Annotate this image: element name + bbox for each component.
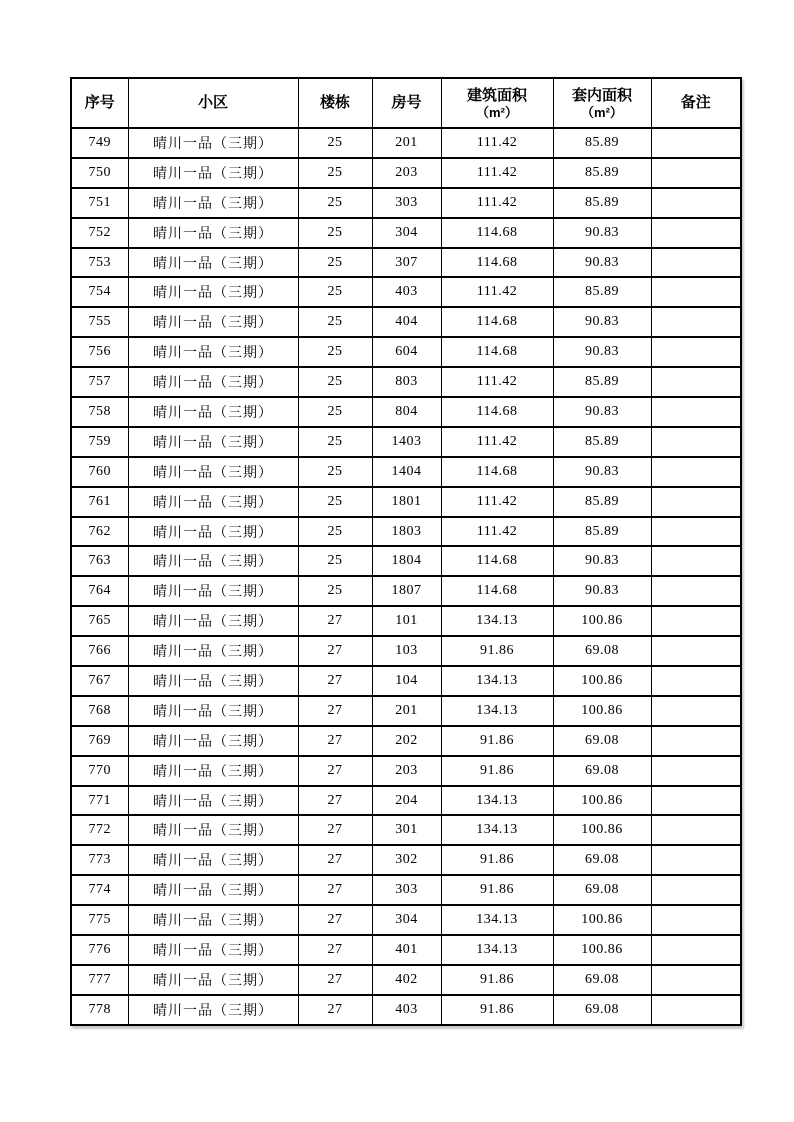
table-row: [71, 965, 741, 995]
header-remark-label: 备注: [680, 94, 711, 111]
cell-remark: [651, 188, 741, 218]
cell-room: 307: [372, 248, 441, 278]
cell-building: 27: [298, 845, 372, 875]
cell-inner-area: 90.83: [553, 337, 651, 367]
cell-inner-area: 69.08: [553, 756, 651, 786]
cell-community: 晴川一品（三期）: [128, 576, 298, 606]
cell-remark: [651, 636, 741, 666]
table-row: [71, 457, 741, 487]
cell-remark: [651, 606, 741, 636]
cell-remark: [651, 517, 741, 547]
cell-room: 203: [372, 756, 441, 786]
cell-building: 25: [298, 367, 372, 397]
table-row: [71, 517, 741, 547]
cell-room: 1403: [372, 427, 441, 457]
cell-room: 1801: [372, 487, 441, 517]
table-row: [71, 367, 741, 397]
table-row: [71, 277, 741, 307]
cell-index: 773: [71, 845, 128, 875]
header-index-label: 序号: [84, 94, 115, 111]
table-row: [71, 427, 741, 457]
cell-inner-area: 69.08: [553, 995, 651, 1025]
cell-floor-area: 91.86: [441, 995, 553, 1025]
header-inner-area-label: 套内面积: [571, 86, 632, 104]
cell-room: 101: [372, 606, 441, 636]
table-row: [71, 606, 741, 636]
cell-remark: [651, 427, 741, 457]
cell-floor-area: 114.68: [441, 337, 553, 367]
header-remark: [651, 78, 741, 128]
table-row: [71, 875, 741, 905]
cell-remark: [651, 218, 741, 248]
table-row: [71, 756, 741, 786]
cell-building: 27: [298, 905, 372, 935]
cell-room: 104: [372, 666, 441, 696]
cell-index: 770: [71, 756, 128, 786]
table-row: [71, 576, 741, 606]
cell-index: 774: [71, 875, 128, 905]
table-row: [71, 218, 741, 248]
cell-community: 晴川一品（三期）: [128, 845, 298, 875]
cell-inner-area: 90.83: [553, 218, 651, 248]
cell-floor-area: 111.42: [441, 367, 553, 397]
cell-inner-area: 100.86: [553, 606, 651, 636]
cell-index: 751: [71, 188, 128, 218]
cell-community: 晴川一品（三期）: [128, 517, 298, 547]
cell-floor-area: 111.42: [441, 277, 553, 307]
cell-room: 401: [372, 935, 441, 965]
cell-inner-area: 90.83: [553, 397, 651, 427]
cell-inner-area: 100.86: [553, 696, 651, 726]
table-row: [71, 307, 741, 337]
header-floor-area-label: 建筑面积: [466, 86, 527, 104]
cell-remark: [651, 815, 741, 845]
cell-room: 403: [372, 277, 441, 307]
cell-community: 晴川一品（三期）: [128, 337, 298, 367]
cell-floor-area: 114.68: [441, 457, 553, 487]
cell-room: 303: [372, 188, 441, 218]
cell-inner-area: 100.86: [553, 786, 651, 816]
cell-building: 27: [298, 696, 372, 726]
cell-floor-area: 114.68: [441, 397, 553, 427]
cell-room: 302: [372, 845, 441, 875]
table-row: [71, 786, 741, 816]
cell-floor-area: 114.68: [441, 218, 553, 248]
cell-community: 晴川一品（三期）: [128, 487, 298, 517]
table-row: [71, 935, 741, 965]
cell-room: 1804: [372, 546, 441, 576]
cell-remark: [651, 277, 741, 307]
cell-remark: [651, 845, 741, 875]
cell-index: 754: [71, 277, 128, 307]
cell-inner-area: 100.86: [553, 935, 651, 965]
cell-inner-area: 69.08: [553, 636, 651, 666]
cell-index: 750: [71, 158, 128, 188]
header-index: [71, 78, 128, 128]
cell-room: 201: [372, 696, 441, 726]
cell-inner-area: 85.89: [553, 158, 651, 188]
cell-remark: [651, 128, 741, 158]
cell-building: 25: [298, 427, 372, 457]
cell-remark: [651, 457, 741, 487]
cell-building: 25: [298, 457, 372, 487]
cell-building: 25: [298, 218, 372, 248]
cell-community: 晴川一品（三期）: [128, 995, 298, 1025]
cell-building: 27: [298, 965, 372, 995]
cell-community: 晴川一品（三期）: [128, 726, 298, 756]
cell-building: 25: [298, 307, 372, 337]
cell-building: 27: [298, 995, 372, 1025]
cell-remark: [651, 965, 741, 995]
cell-building: 25: [298, 397, 372, 427]
cell-building: 27: [298, 726, 372, 756]
cell-index: 749: [71, 128, 128, 158]
cell-community: 晴川一品（三期）: [128, 786, 298, 816]
cell-remark: [651, 546, 741, 576]
table-row: [71, 696, 741, 726]
cell-index: 769: [71, 726, 128, 756]
cell-index: 760: [71, 457, 128, 487]
cell-index: 776: [71, 935, 128, 965]
cell-building: 25: [298, 188, 372, 218]
cell-room: 303: [372, 875, 441, 905]
cell-floor-area: 111.42: [441, 427, 553, 457]
cell-floor-area: 114.68: [441, 546, 553, 576]
cell-remark: [651, 905, 741, 935]
cell-remark: [651, 726, 741, 756]
cell-community: 晴川一品（三期）: [128, 756, 298, 786]
cell-community: 晴川一品（三期）: [128, 875, 298, 905]
table-row: [71, 726, 741, 756]
header-community-label: 小区: [197, 94, 228, 111]
table-row: [71, 995, 741, 1025]
cell-community: 晴川一品（三期）: [128, 965, 298, 995]
cell-floor-area: 91.86: [441, 636, 553, 666]
header-row: [71, 78, 741, 128]
cell-community: 晴川一品（三期）: [128, 546, 298, 576]
cell-index: 758: [71, 397, 128, 427]
table-row: [71, 248, 741, 278]
header-room: [372, 78, 441, 128]
cell-index: 753: [71, 248, 128, 278]
cell-remark: [651, 248, 741, 278]
cell-floor-area: 134.13: [441, 696, 553, 726]
table-row: [71, 158, 741, 188]
cell-community: 晴川一品（三期）: [128, 307, 298, 337]
cell-inner-area: 85.89: [553, 367, 651, 397]
cell-inner-area: 90.83: [553, 457, 651, 487]
cell-inner-area: 85.89: [553, 277, 651, 307]
cell-index: 761: [71, 487, 128, 517]
cell-remark: [651, 487, 741, 517]
cell-room: 204: [372, 786, 441, 816]
cell-community: 晴川一品（三期）: [128, 367, 298, 397]
cell-inner-area: 100.86: [553, 905, 651, 935]
cell-index: 764: [71, 576, 128, 606]
table-row: [71, 845, 741, 875]
cell-floor-area: 134.13: [441, 606, 553, 636]
table-body: [71, 128, 741, 1025]
cell-community: 晴川一品（三期）: [128, 457, 298, 487]
cell-remark: [651, 756, 741, 786]
cell-floor-area: 114.68: [441, 307, 553, 337]
cell-community: 晴川一品（三期）: [128, 666, 298, 696]
cell-index: 757: [71, 367, 128, 397]
cell-floor-area: 111.42: [441, 188, 553, 218]
cell-room: 404: [372, 307, 441, 337]
cell-inner-area: 69.08: [553, 875, 651, 905]
cell-remark: [651, 935, 741, 965]
cell-remark: [651, 397, 741, 427]
cell-building: 25: [298, 517, 372, 547]
cell-floor-area: 111.42: [441, 158, 553, 188]
cell-inner-area: 90.83: [553, 546, 651, 576]
cell-floor-area: 134.13: [441, 935, 553, 965]
cell-inner-area: 69.08: [553, 726, 651, 756]
cell-index: 765: [71, 606, 128, 636]
cell-building: 27: [298, 756, 372, 786]
table-row: [71, 128, 741, 158]
cell-community: 晴川一品（三期）: [128, 636, 298, 666]
cell-building: 27: [298, 786, 372, 816]
table-row: [71, 815, 741, 845]
cell-floor-area: 111.42: [441, 517, 553, 547]
cell-index: 763: [71, 546, 128, 576]
area-table: [70, 77, 742, 1026]
cell-remark: [651, 307, 741, 337]
cell-room: 402: [372, 965, 441, 995]
cell-community: 晴川一品（三期）: [128, 188, 298, 218]
cell-room: 301: [372, 815, 441, 845]
cell-building: 25: [298, 277, 372, 307]
cell-community: 晴川一品（三期）: [128, 935, 298, 965]
cell-community: 晴川一品（三期）: [128, 427, 298, 457]
cell-inner-area: 100.86: [553, 815, 651, 845]
cell-community: 晴川一品（三期）: [128, 815, 298, 845]
cell-index: 775: [71, 905, 128, 935]
cell-room: 304: [372, 218, 441, 248]
cell-floor-area: 114.68: [441, 248, 553, 278]
cell-inner-area: 90.83: [553, 307, 651, 337]
cell-index: 755: [71, 307, 128, 337]
cell-remark: [651, 696, 741, 726]
cell-room: 1803: [372, 517, 441, 547]
cell-floor-area: 111.42: [441, 487, 553, 517]
cell-room: 201: [372, 128, 441, 158]
cell-index: 766: [71, 636, 128, 666]
header-inner-area-sub: （m²）: [581, 104, 623, 120]
cell-building: 25: [298, 248, 372, 278]
cell-index: 772: [71, 815, 128, 845]
cell-building: 25: [298, 576, 372, 606]
header-inner-area: [553, 78, 651, 128]
cell-index: 767: [71, 666, 128, 696]
cell-remark: [651, 666, 741, 696]
cell-index: 752: [71, 218, 128, 248]
cell-room: 304: [372, 905, 441, 935]
cell-room: 803: [372, 367, 441, 397]
table-row: [71, 337, 741, 367]
cell-community: 晴川一品（三期）: [128, 248, 298, 278]
table-row: [71, 546, 741, 576]
cell-inner-area: 85.89: [553, 427, 651, 457]
cell-remark: [651, 367, 741, 397]
cell-floor-area: 91.86: [441, 965, 553, 995]
cell-building: 25: [298, 128, 372, 158]
cell-floor-area: 91.86: [441, 726, 553, 756]
cell-inner-area: 90.83: [553, 248, 651, 278]
cell-room: 1807: [372, 576, 441, 606]
cell-inner-area: 85.89: [553, 188, 651, 218]
cell-remark: [651, 995, 741, 1025]
cell-community: 晴川一品（三期）: [128, 128, 298, 158]
cell-room: 804: [372, 397, 441, 427]
cell-building: 25: [298, 158, 372, 188]
cell-inner-area: 90.83: [553, 576, 651, 606]
header-room-label: 房号: [391, 94, 422, 111]
cell-community: 晴川一品（三期）: [128, 905, 298, 935]
table-row: [71, 188, 741, 218]
cell-room: 202: [372, 726, 441, 756]
cell-community: 晴川一品（三期）: [128, 277, 298, 307]
cell-index: 759: [71, 427, 128, 457]
cell-community: 晴川一品（三期）: [128, 158, 298, 188]
header-building-label: 楼栋: [319, 94, 350, 111]
cell-inner-area: 85.89: [553, 128, 651, 158]
cell-floor-area: 134.13: [441, 786, 553, 816]
cell-floor-area: 134.13: [441, 666, 553, 696]
cell-index: 777: [71, 965, 128, 995]
cell-building: 27: [298, 606, 372, 636]
cell-index: 771: [71, 786, 128, 816]
cell-remark: [651, 158, 741, 188]
cell-building: 25: [298, 487, 372, 517]
cell-floor-area: 91.86: [441, 845, 553, 875]
cell-remark: [651, 576, 741, 606]
cell-building: 25: [298, 546, 372, 576]
cell-index: 756: [71, 337, 128, 367]
table-row: [71, 487, 741, 517]
cell-inner-area: 69.08: [553, 845, 651, 875]
cell-room: 103: [372, 636, 441, 666]
cell-community: 晴川一品（三期）: [128, 218, 298, 248]
cell-floor-area: 134.13: [441, 905, 553, 935]
header-floor-area-sub: （m²）: [476, 104, 518, 120]
cell-inner-area: 85.89: [553, 487, 651, 517]
cell-building: 27: [298, 875, 372, 905]
cell-room: 604: [372, 337, 441, 367]
cell-floor-area: 111.42: [441, 128, 553, 158]
cell-inner-area: 100.86: [553, 666, 651, 696]
table-row: [71, 397, 741, 427]
cell-remark: [651, 786, 741, 816]
cell-building: 27: [298, 935, 372, 965]
cell-floor-area: 134.13: [441, 815, 553, 845]
cell-remark: [651, 337, 741, 367]
cell-inner-area: 85.89: [553, 517, 651, 547]
cell-remark: [651, 875, 741, 905]
cell-building: 27: [298, 636, 372, 666]
header-community: [128, 78, 298, 128]
cell-building: 27: [298, 815, 372, 845]
table-row: [71, 905, 741, 935]
cell-index: 768: [71, 696, 128, 726]
cell-index: 778: [71, 995, 128, 1025]
cell-community: 晴川一品（三期）: [128, 397, 298, 427]
cell-room: 203: [372, 158, 441, 188]
table-row: [71, 666, 741, 696]
header-floor-area: [441, 78, 553, 128]
cell-index: 762: [71, 517, 128, 547]
cell-building: 27: [298, 666, 372, 696]
cell-floor-area: 91.86: [441, 756, 553, 786]
header-building: [298, 78, 372, 128]
cell-community: 晴川一品（三期）: [128, 696, 298, 726]
cell-building: 25: [298, 337, 372, 367]
cell-inner-area: 69.08: [553, 965, 651, 995]
cell-floor-area: 91.86: [441, 875, 553, 905]
cell-room: 403: [372, 995, 441, 1025]
table-row: [71, 636, 741, 666]
cell-community: 晴川一品（三期）: [128, 606, 298, 636]
cell-room: 1404: [372, 457, 441, 487]
cell-floor-area: 114.68: [441, 576, 553, 606]
